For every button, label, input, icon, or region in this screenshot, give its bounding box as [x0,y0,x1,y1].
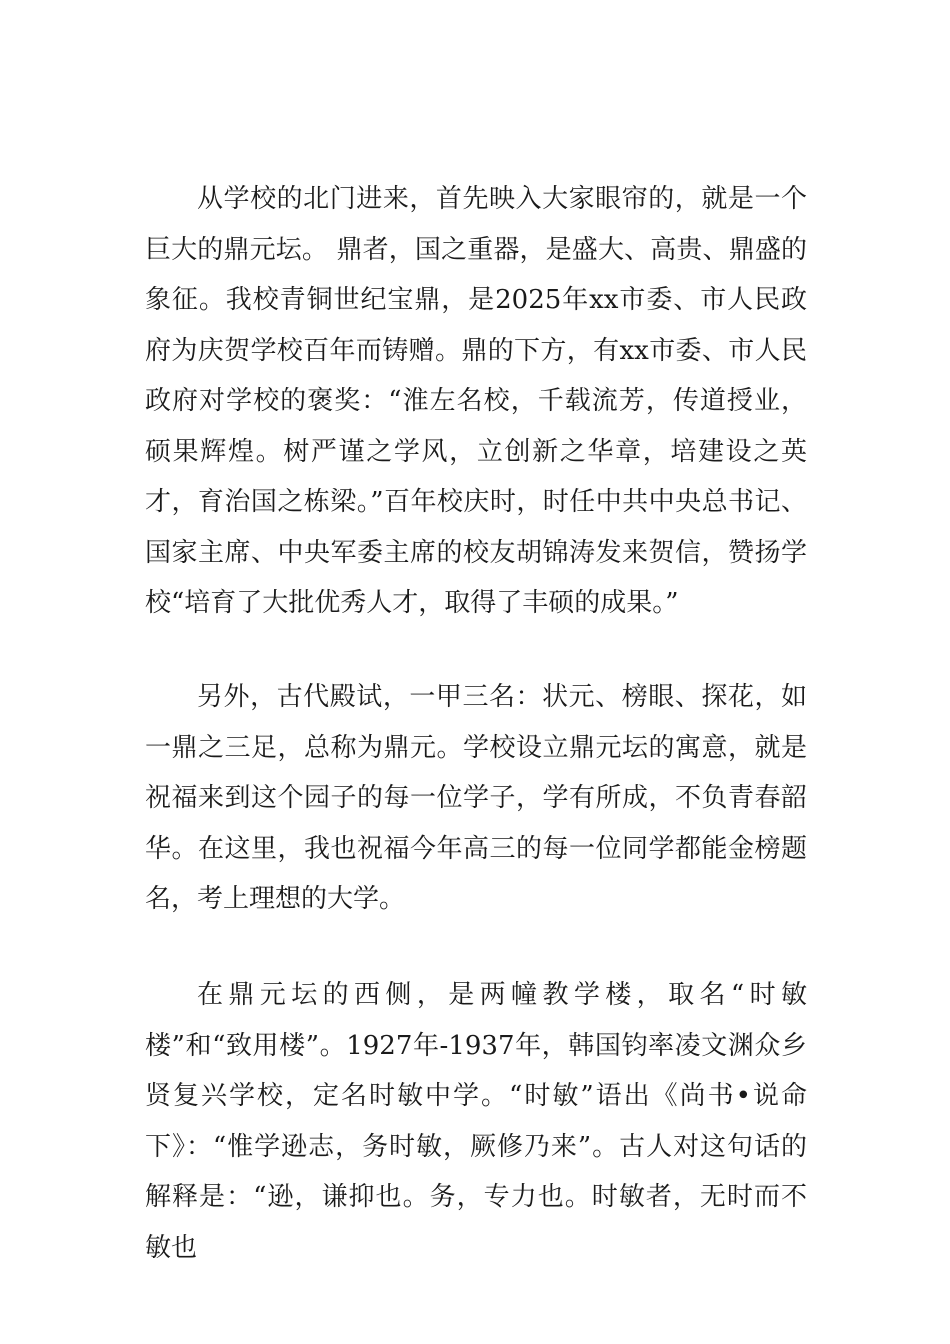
paragraph-dingyuan-altar: 从学校的北门进来，首先映入大家眼帘的，就是一个巨大的鼎元坛。 鼎者，国之重器，是盛大、高贵、鼎盛的象征。我校青铜世纪宝鼎，是2025年xx市委、市人民政府为庆贺学校百年而铸赠。鼎的下方，有xx市委、市人民政府对学校的褒奖：“淮左名校，千载流芳，传道授业，硕果辉煌。树严谨之学风，立创新之华章，培建设之英才，育治国之栋梁。”百年校庆时，时任中共中央总书记、国家主席、中央军委主席的校友胡锦涛发来贺信，赞扬学校“培育了大批优秀人才，取得了丰硕的成果。” [145,184,807,618]
paragraph-dingyuan-meaning: 另外，古代殿试，一甲三名：状元、榜眼、探花，如一鼎之三足，总称为鼎元。学校设立鼎元坛的寓意，就是祝福来到这个园子的每一位学子，学有所成，不负青春韶华。在这里，我也祝福今年高三的每一位同学都能金榜题名，考上理想的大学。 [145,682,807,914]
paragraph-teaching-buildings: 在鼎元坛的西侧，是两幢教学楼，取名“时敏楼”和“致用楼”。1927年-1937年，韩国钧率凌文渊众乡贤复兴学校，定名时敏中学。“时敏”语出《尚书•说命下》：“惟学逊志，务时敏，厥修乃来”。古人对这句话的解释是：“逊，谦抑也。务，专力也。时敏者，无时而不敏也 [145,980,807,1263]
